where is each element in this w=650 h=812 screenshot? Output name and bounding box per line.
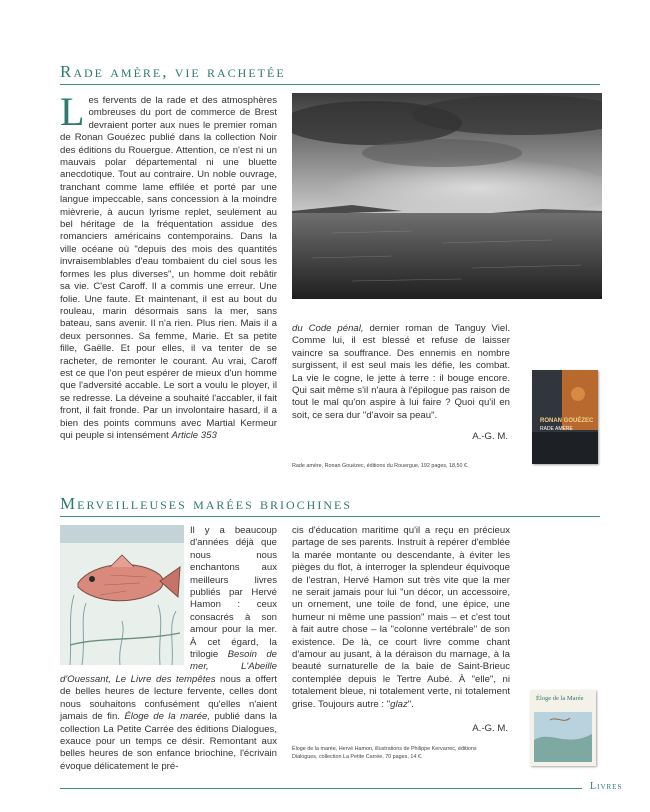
article1-column1 xyxy=(60,89,277,442)
article1-column2 xyxy=(292,323,510,422)
article2-col1-text2: nous a offert de belles heures de lecture fervente, celles dont nous souhaitons confusément qu'elles n'aient jamais de fin. xyxy=(60,673,277,723)
article1-col1-text: es fervents de la rade et des atmosphères ombreuses du port de commerce de Brest devraient porter aux nues le premier roman de Ronan Gouézec publié dans la collection Noir des éditions du Rouergue. Attention, ce n'est ni un mauvais polar départemental ni une bluette anecdotique. Tout au contraire. Un noble ouvrage, tranchant comme lame effilée et porté par une langue impeccable, sans concession à la moindre mièvrerie, à aucun lyrisme replet, seulement au bel héritage de la fréquentation assidue des romanciers américains contemporains. Dans la ville océane où "depuis des mois des quantités invraisemblables d'eau tombaient du ciel sous les formes les plus diverses", un homme doit rebâtir sa vie. C'est Caroff. Il a commis une erreur. Une folie. Une faute. Et maintenant, il est au bout du rouleau, marin désormais sans la mer, sans bateau, sans avenir. Il n'a rien. Plus rien. Mais il a deux personnes. Sa femme, Marie. Et sa petite fille, Gaëlle. Et pour elles, il va tenter de se racheter, de remonter le courant. Au vrai, Caroff est ce que l'on peut espérer de mieux d'un homme que l'adversité accable. Le sort a voulu le ployer, il se redresse. La déveine a souhaité l'accabler, il fait front, il fait fronde. Par un involontaire hasard, il a bien des points communs avec Martial Kermeur qui peuple si intensément xyxy=(60,95,277,441)
article1-title: Rade amère, vie rachetée xyxy=(60,62,286,81)
article2-col1-italic1: Besoin de mer, L'Abeille d'Ouessant, Le Livre des tempêtes xyxy=(60,649,277,685)
article2-col1-text3: publié dans la collection La Petite Carrée des éditions Dialogues, exauce pour un temps ce désir. Remontant aux belles heures de son enfance briochine, l'écrivain évoque délicatement le pré- xyxy=(60,711,278,772)
article2-column2 xyxy=(292,525,510,711)
fish-illustration xyxy=(60,525,184,665)
article2-title-rule xyxy=(60,516,600,517)
article2-column1 xyxy=(60,525,277,773)
article2-signature: A.-G. M. xyxy=(472,723,508,734)
stormy-harbor-photo xyxy=(292,93,602,299)
book-cover-rade-amere xyxy=(532,370,598,464)
book-cover-eloge-de-la-maree xyxy=(530,690,596,766)
article2-col2-text: cis d'éducation maritime qu'il a reçu en précieux partage de ses parents. Instruit à repérer d'emblée la marée montante ou descendante, à éviter les pièges du flot, à interroger la splendeur équivoque de l'estran, Hervé Hamon sut très vite que la mer ne serait jamais pour lui "un décor, un accessoire, un ornement, une toile de fond, une épice, une humeur ni même une passion" mais – et c'est tout à fait autre chose – la "colonne vertébrale" de son existence. De là, ce court livre comme chant d'amour au jusant, à la déraison du marnage, à la beauté surnaturelle de la baie de Saint-Brieuc contemplée depuis le Tertre Aubé. À "elle", ni totalement bleue, ni totalement verte, ni totalement grise. Toujours autre : " xyxy=(292,525,510,710)
article2-col2-text-end: ". xyxy=(407,698,414,710)
article1-caption: Rade amère, Ronan Gouézec, éditions du Rouergue, 192 pages, 18,50 €. xyxy=(292,463,469,469)
article1-signature: A.-G. M. xyxy=(472,431,508,442)
article1-col1-italic: Article 353 xyxy=(171,429,217,441)
book1-title: RADE AMÈRE xyxy=(540,426,573,432)
article2-col1-italic2: Éloge de la marée, xyxy=(124,711,210,723)
dropcap: L xyxy=(60,89,85,134)
footer-rule xyxy=(60,788,582,789)
article1-col2-text: dernier roman de Tanguy Viel. Comme lui, il est blessé et refuse de laisser vaincre sa souffrance. Des ennemis en nombre surgissent, il est seul mais les défie, les combat. La vie le cogne, le jette à terre : il bouge encore. Qui sait même s'il n'aura à l'épilogue pas raison de tout le mal qu'on aspire à lui faire ? Quoi qu'il en soit, ce sera dur "d'avoir sa peau". xyxy=(292,323,511,421)
article2-caption: Éloge de la marée, Hervé Hamon, illustrations de Philippe Kervarrec, éditions Dialogues, collection La Petite Carrée, 70 pages, 14 €. xyxy=(292,746,477,760)
article2-col1-text: Il y a beaucoup d'années déjà que nous nous enchantons aux meilleurs livres publiés par Hervé Hamon : ceux consacrés à son amour pour la mer. À cet égard, la trilogie xyxy=(190,525,277,661)
article1-col2-italic: du Code pénal, xyxy=(292,323,364,334)
article1-title-rule xyxy=(60,84,600,85)
article2-col2-italic: glaz xyxy=(390,698,408,710)
book2-title: Éloge de la Marée xyxy=(536,695,584,702)
book1-author: RONAN GOUÉZEC xyxy=(540,418,594,424)
footer-section-label: Livres xyxy=(590,781,623,792)
article2-title: Merveilleuses marées briochines xyxy=(60,494,352,513)
